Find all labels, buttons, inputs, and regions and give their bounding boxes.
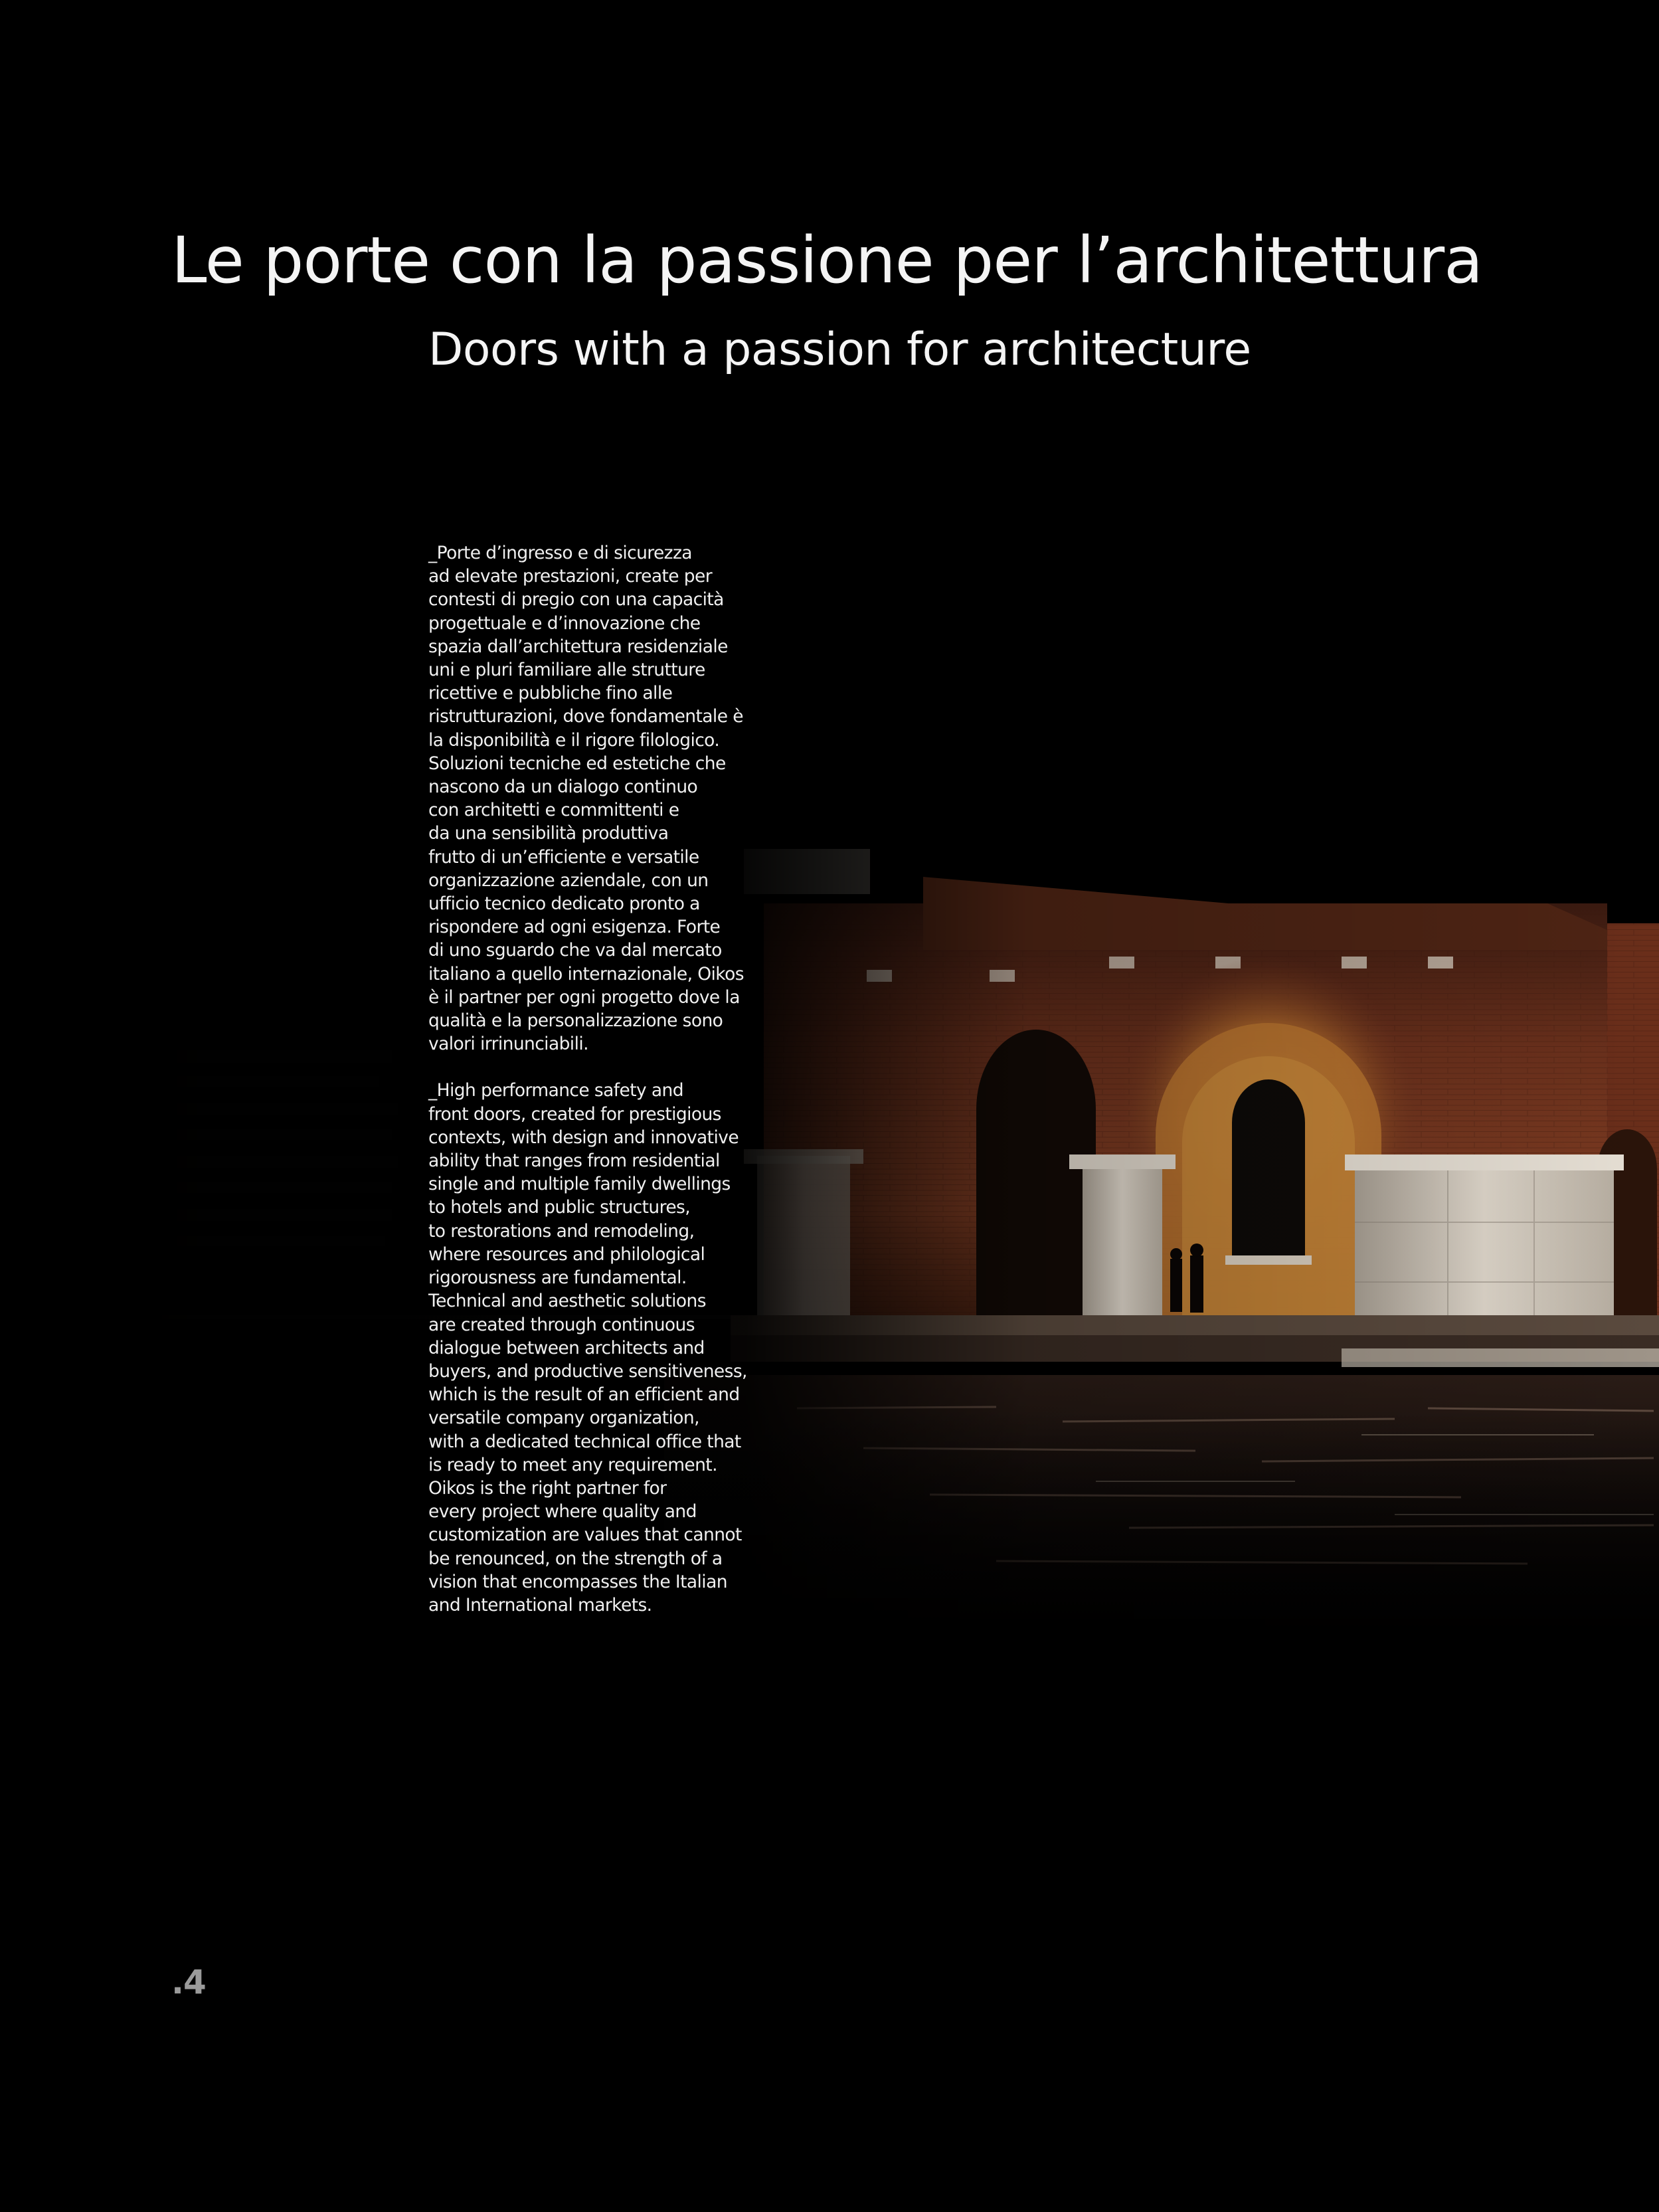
text-line: da una sensibilità produttiva — [428, 823, 669, 844]
text-line: contesti di pregio con una capacità — [428, 589, 724, 610]
text-line: valori irrinunciabili. — [428, 1034, 588, 1055]
text-line: _Porte d’ingresso e di sicurezza — [428, 543, 692, 563]
text-line: versatile company organization, — [428, 1408, 699, 1429]
text-line: where resources and philological — [428, 1244, 705, 1265]
text-line: dialogue between architects and — [428, 1337, 705, 1358]
page-number: .4 — [171, 1963, 206, 2001]
text-line: to restorations and remodeling, — [428, 1220, 695, 1242]
text-line: to hotels and public structures, — [428, 1197, 691, 1218]
text-line: Oikos is the right partner for — [428, 1477, 667, 1499]
text-line: ad elevate prestazioni, create per — [428, 566, 713, 587]
text-line: qualità e la personalizzazione sono — [428, 1010, 723, 1032]
text-line: with a dedicated technical office that — [428, 1431, 741, 1452]
text-line: spazia dall’architettura residenziale — [428, 636, 728, 657]
text-line: customization are values that cannot — [428, 1524, 742, 1546]
text-line: ufficio tecnico dedicato pronto a — [428, 893, 700, 915]
page-subtitle-english: Doors with a passion for architecture — [428, 323, 1251, 376]
text-line: organizzazione aziendale, con un — [428, 870, 709, 891]
text-line: Technical and aesthetic solutions — [428, 1291, 706, 1312]
text-line: italiano a quello internazionale, Oikos — [428, 963, 744, 984]
text-line: are created through continuous — [428, 1314, 695, 1335]
paragraph-italian — [428, 541, 800, 1056]
text-line: rigorousness are fundamental. — [428, 1267, 687, 1289]
text-line: rispondere ad ogni esigenza. Forte — [428, 917, 721, 938]
text-line: every project where quality and — [428, 1501, 697, 1522]
body-text-column — [428, 541, 800, 1617]
text-line: ricettive e pubbliche fino alle — [428, 683, 673, 704]
text-line: which is the result of an efficient and — [428, 1384, 740, 1406]
text-line: nascono da un dialogo continuo — [428, 777, 698, 798]
text-line: single and multiple family dwellings — [428, 1174, 731, 1195]
text-line: ristrutturazioni, dove fondamentale è — [428, 706, 743, 727]
page-title-italian: Le porte con la passione per l’architettura — [171, 223, 1483, 298]
text-line: Soluzioni tecniche ed estetiche che — [428, 753, 726, 774]
text-line: con architetti e committenti e — [428, 800, 679, 821]
text-line: vision that encompasses the Italian — [428, 1571, 727, 1592]
text-line: progettuale e d’innovazione che — [428, 612, 701, 634]
text-line: di uno sguardo che va dal mercato — [428, 940, 722, 961]
paragraph-english — [428, 1079, 800, 1617]
text-line: buyers, and productive sensitiveness, — [428, 1360, 747, 1382]
text-line: ability that ranges from residential — [428, 1151, 720, 1172]
text-line: be renounced, on the strength of a — [428, 1548, 723, 1569]
text-line: la disponibilità e il rigore filologico. — [428, 729, 720, 751]
text-line: front doors, created for prestigious — [428, 1103, 721, 1125]
text-line: contexts, with design and innovative — [428, 1127, 739, 1148]
text-line: frutto di un’efficiente e versatile — [428, 846, 699, 868]
night-architecture-photo — [0, 824, 1659, 1661]
text-line: is ready to meet any requirement. — [428, 1454, 717, 1475]
text-line: è il partner per ogni progetto dove la — [428, 986, 740, 1008]
text-line: and International markets. — [428, 1594, 652, 1615]
text-line: _High performance safety and — [428, 1080, 683, 1101]
text-line: uni e pluri familiare alle strutture — [428, 660, 705, 681]
